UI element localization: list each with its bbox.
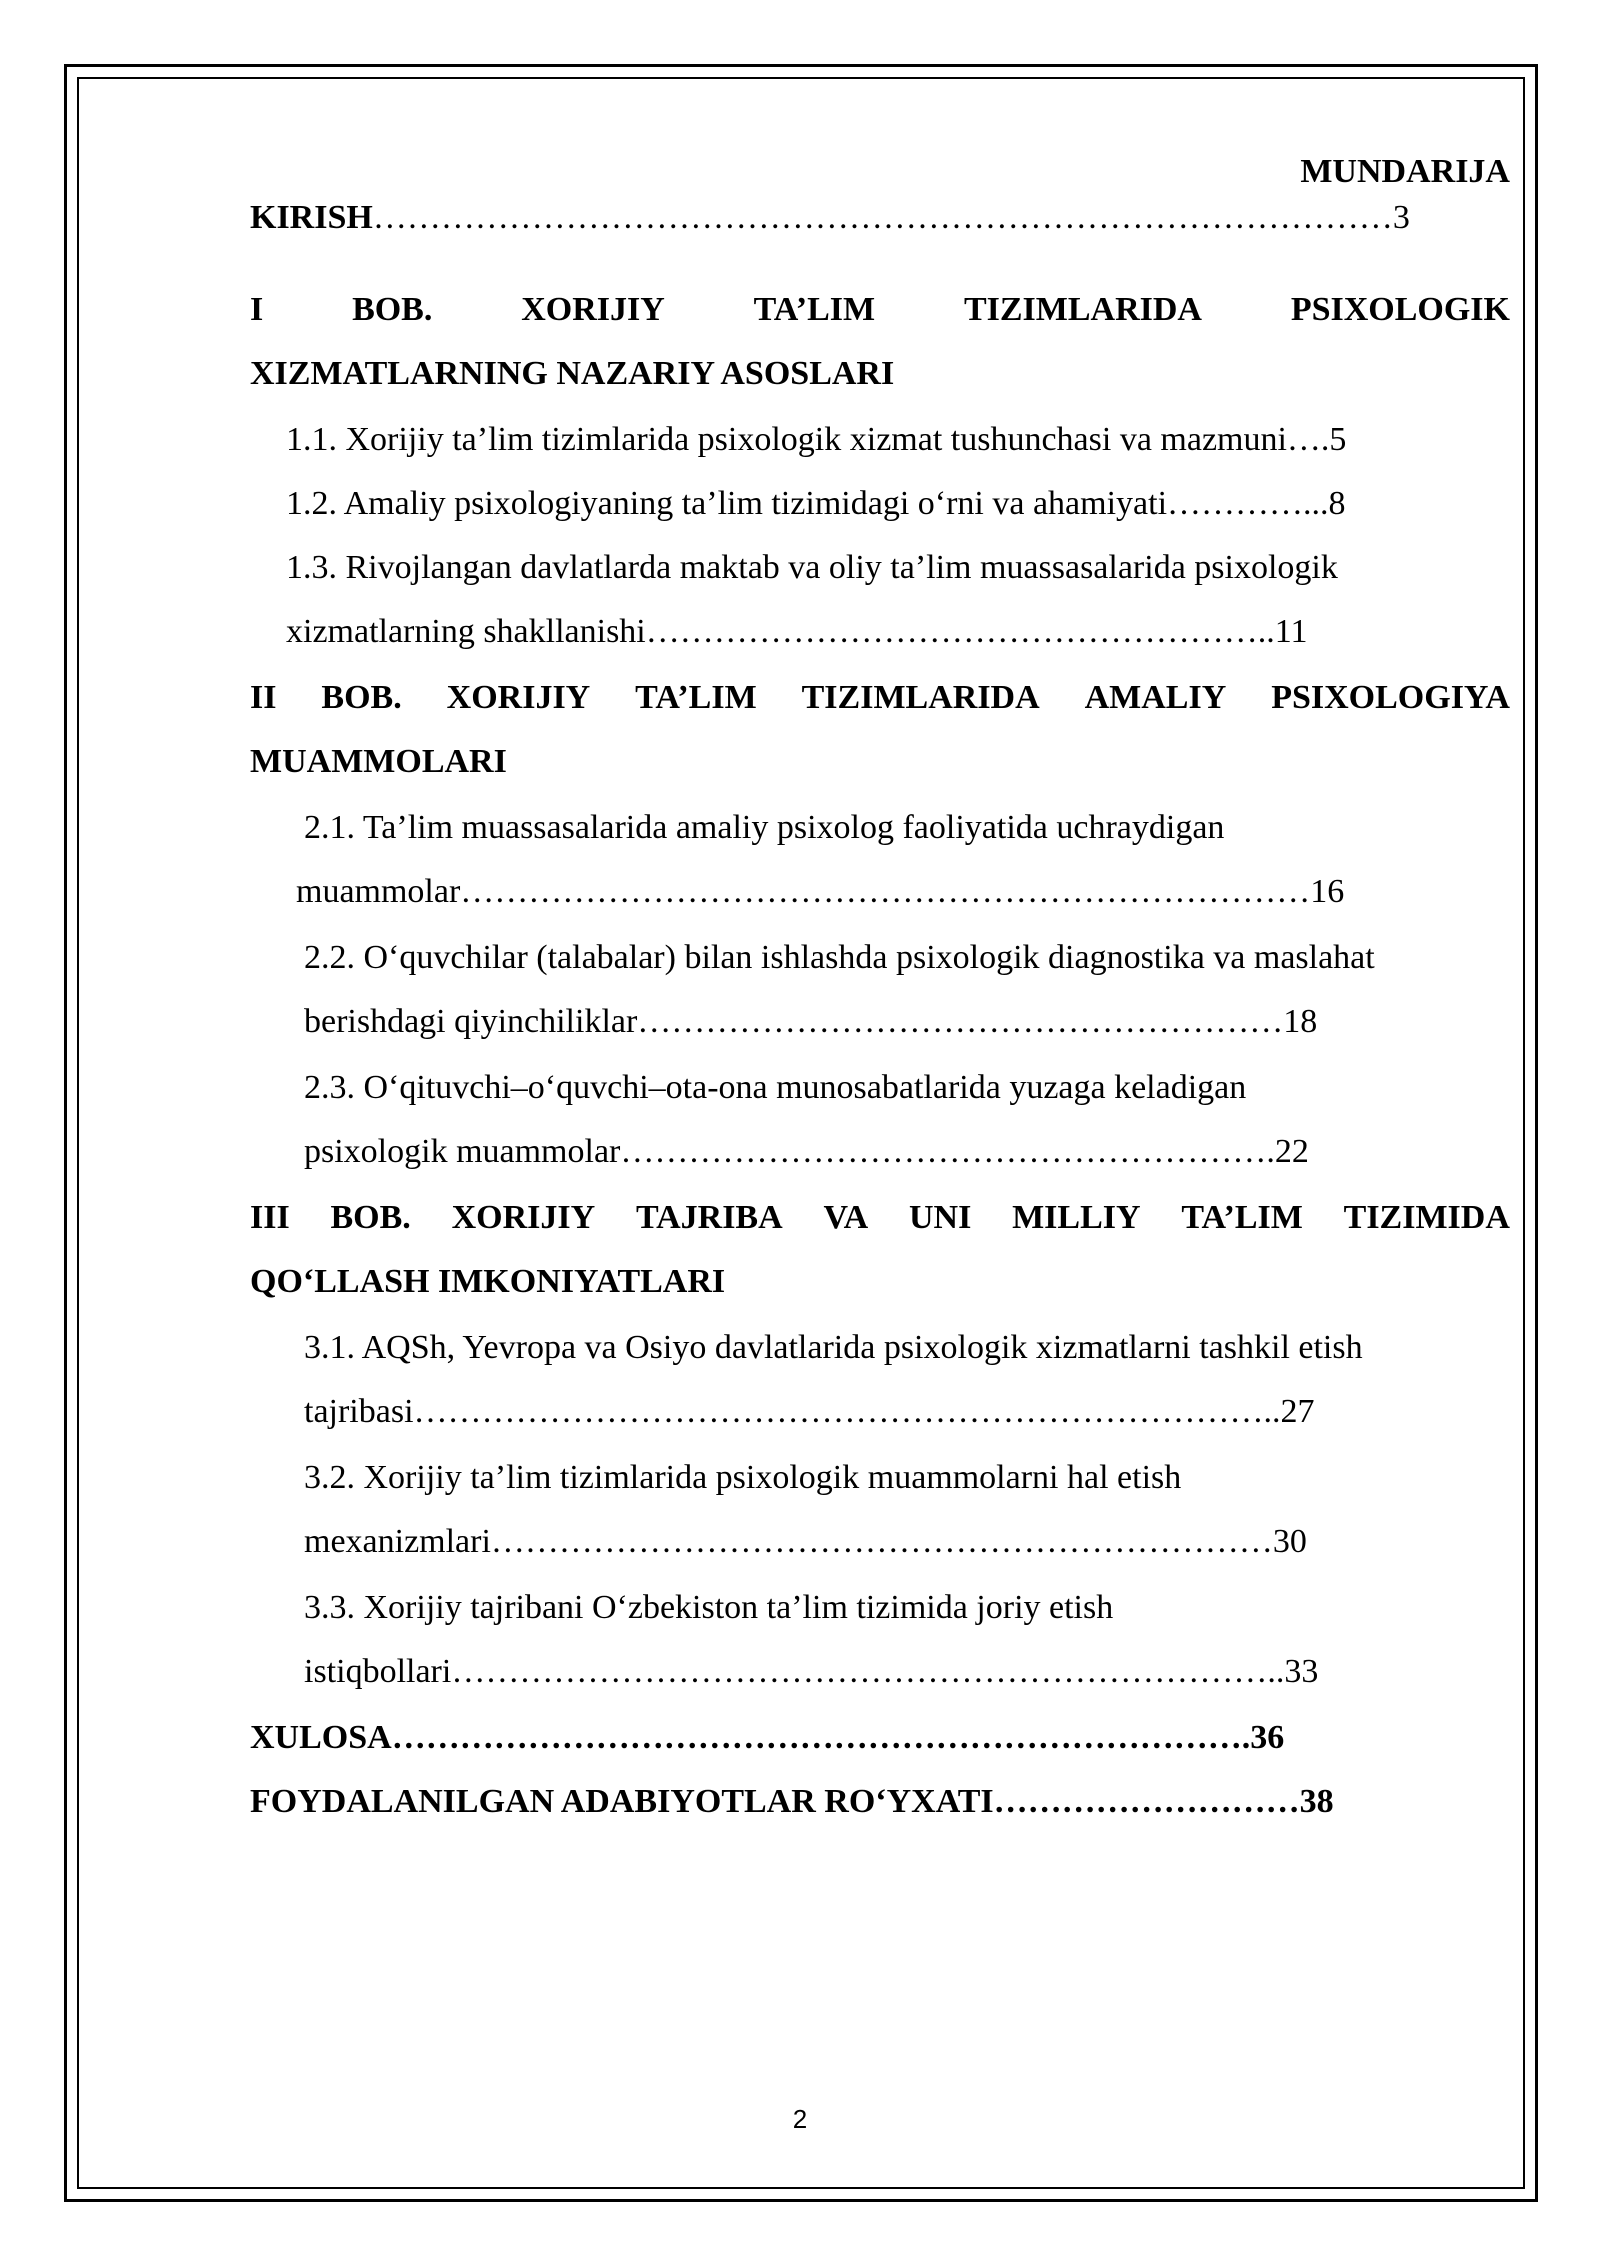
toc-title: MUNDARIJA — [1300, 153, 1510, 190]
ch1-word: XORIJIY — [521, 291, 665, 328]
ch3-word: MILLIY — [1012, 1199, 1141, 1236]
chapter-1-heading[interactable] — [250, 288, 1510, 332]
ch2-word: TIZIMLARIDA — [801, 679, 1040, 716]
ch3-word: TIZIMIDA — [1343, 1199, 1510, 1236]
ch3-word: BOB. — [330, 1199, 411, 1236]
ch1-word: PSIXOLOGIK — [1290, 291, 1510, 328]
ch2-word: II — [250, 679, 277, 716]
ch1-word: TIZIMLARIDA — [963, 291, 1202, 328]
ch2-word: TA’LIM — [635, 679, 757, 716]
ch3-word: XORIJIY — [451, 1199, 596, 1236]
ch3-word: VA — [823, 1199, 869, 1236]
ch2-word: BOB. — [321, 679, 402, 716]
chapter-2-heading[interactable] — [250, 676, 1510, 720]
chapter-3-heading-line2: QO‘LLASH IMKONIYATLARI — [250, 1263, 726, 1300]
toc-entry-1-2[interactable]: 1.2. Amaliy psixologiyaning ta’lim tizimidagi o‘rni va ahamiyati…………...8 — [286, 485, 1346, 522]
chapter-3-heading[interactable] — [250, 1196, 1510, 1240]
toc-entry-2-3[interactable]: 2.3. O‘qituvchi–o‘quvchi–ota-ona munosabatlarida yuzaga keladigan — [304, 1069, 1247, 1106]
chapter-1-heading-line2: XIZMATLARNING NAZARIY ASOSLARI — [250, 355, 895, 392]
toc-entry-3-1-cont[interactable]: tajribasi…………………………………………………………………..27 — [304, 1393, 1315, 1430]
toc-entry-2-1[interactable]: 2.1. Ta’lim muassasalarida amaliy psixolog faoliyatida uchraydigan — [304, 809, 1225, 846]
ch2-word: AMALIY — [1084, 679, 1227, 716]
toc-entry-3-1[interactable]: 3.1. AQSh, Yevropa va Osiyo davlatlarida psixologik xizmatlarni tashkil etish — [304, 1329, 1363, 1366]
ch3-word: III — [250, 1199, 290, 1236]
kirish-dots: ……………………………………………………………………………… — [372, 199, 1393, 236]
ch3-word: TAJRIBA — [635, 1199, 783, 1236]
toc-entry-adabiyotlar[interactable]: FOYDALANILGAN ADABIYOTLAR RO‘YXATI………………………38 — [250, 1783, 1334, 1820]
toc-entry-2-2-cont[interactable]: berishdagi qiyinchiliklar…………………………………………………18 — [304, 1003, 1318, 1040]
ch3-word: TA’LIM — [1181, 1199, 1303, 1236]
kirish-page: 3 — [1392, 199, 1410, 236]
toc-entry-3-3-cont[interactable]: istiqbollari………………………………………………………………..33 — [304, 1653, 1319, 1690]
toc-entry-1-1[interactable]: 1.1. Xorijiy ta’lim tizimlarida psixologik xizmat tushunchasi va mazmuni….5 — [286, 421, 1347, 458]
toc-entry-3-2[interactable]: 3.2. Xorijiy ta’lim tizimlarida psixologik muammolarni hal etish — [304, 1459, 1182, 1496]
toc-entry-2-1-cont[interactable]: muammolar…………………………………………………………………16 — [296, 873, 1345, 910]
ch1-word: BOB. — [352, 291, 433, 328]
chapter-2-heading-line2: MUAMMOLARI — [250, 743, 507, 780]
toc-entry-1-3[interactable]: 1.3. Rivojlangan davlatlarda maktab va oliy ta’lim muassasalarida psixologik — [286, 549, 1338, 586]
toc-entry-3-3[interactable]: 3.3. Xorijiy tajribani O‘zbekiston ta’lim tizimida joriy etish — [304, 1589, 1114, 1626]
page-number: 2 — [792, 2104, 808, 2134]
ch2-word: XORIJIY — [446, 679, 591, 716]
toc-entry-2-2[interactable]: 2.2. O‘quvchilar (talabalar) bilan ishlashda psixologik diagnostika va maslahat — [304, 939, 1375, 976]
ch3-word: UNI — [908, 1199, 972, 1236]
kirish-label: KIRISH — [250, 199, 373, 236]
ch1-word: TA’LIM — [753, 291, 876, 328]
toc-entry-1-3-cont[interactable]: xizmatlarning shakllanishi………………………………………………..11 — [286, 613, 1308, 650]
toc-entry-kirish[interactable] — [250, 196, 1410, 240]
toc-entry-3-2-cont[interactable]: mexanizmlari……………………………………………………………30 — [304, 1523, 1307, 1560]
toc-entry-2-3-cont[interactable]: psixologik muammolar………………………………………………….22 — [304, 1133, 1309, 1170]
ch1-word: I — [250, 291, 264, 328]
ch2-word: PSIXOLOGIYA — [1271, 679, 1510, 716]
toc-entry-xulosa[interactable]: XULOSA………………………………………………………………….36 — [250, 1719, 1285, 1756]
